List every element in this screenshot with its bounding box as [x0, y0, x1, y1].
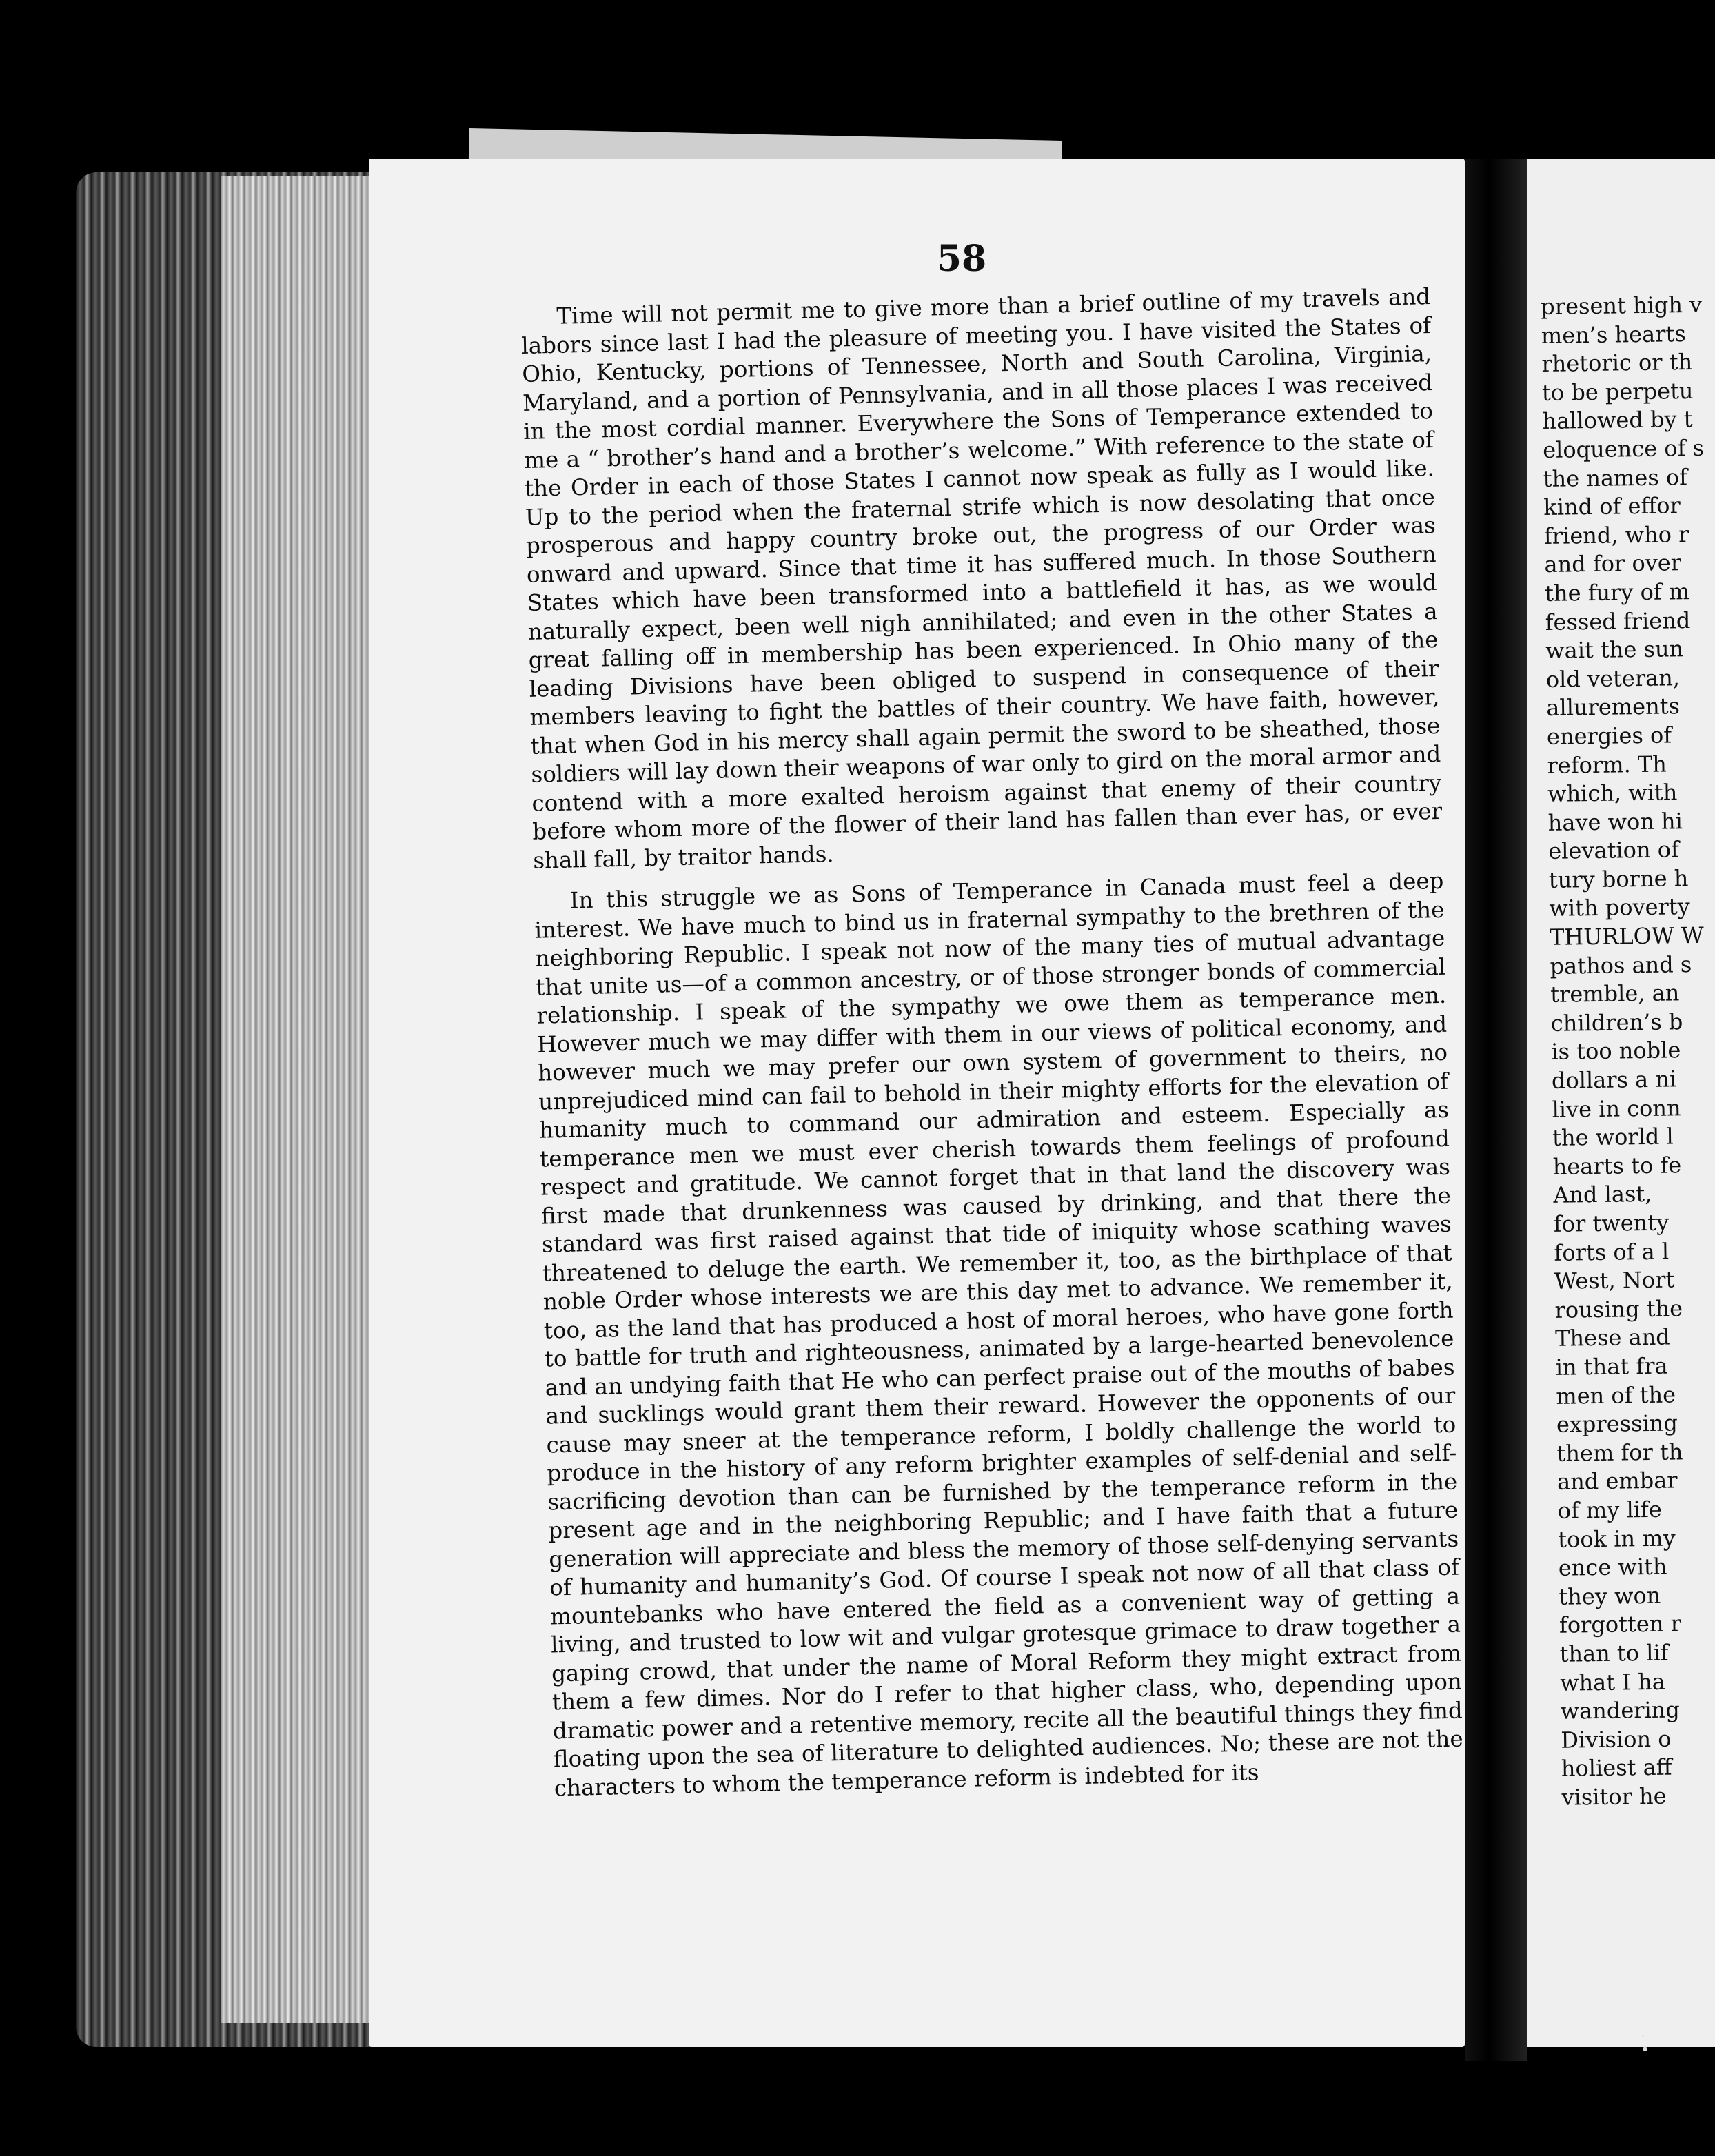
facing-page-line: present high v: [1541, 291, 1703, 320]
facing-page-line: the names of: [1543, 463, 1688, 492]
facing-page-line: ence with: [1558, 1553, 1667, 1581]
facing-page-line: tury borne h: [1548, 864, 1689, 893]
paragraph-2: In this struggle we as Sons of Temperance in Canada must feel a deep interest. We have much to bind us in fraternal sympathy to the brethren of the neighboring Republic. I speak not now of the many ties of mutual advantage that unite us—of a common ancestry, or of those stronger bonds of commercial relationship. I speak of the sympathy we owe them as temperance men. However much we may differ with them in our views of political economy, and however much we may prefer our own system of government to theirs, no unprejudiced mind can fail to behold in their mighty efforts for the elevation of humanity much to command our admiration and esteem. Especially as temperance men we must ever cherish towards them feelings of profound respect and gratitude. We cannot forget that in that land the discovery was first made that drunkenness was caused by drinking, and that there the standard was first raised against that tide of iniquity whose scathing waves threatened to deluge the earth. We remember it, too, as the birthplace of that noble Order whose interests we are this day met to advance. We remember it, too, as the land that has produced a host of moral heroes, who have gone forth to battle for truth and righteousness, animated by a large-hearted benevolence and an undying faith that He who can perfect praise out of the mouths of babes and sucklings would grant them their reward. However the opponents of our cause may sneer at the temperance reform, I boldly challenge the world to produce in the history of any reform brighter examples of self-denial and self-sacrificing devotion than can be furnished by the temperance reform in the present age and in the neighboring Republic; and I have faith that a future generation will appreciate and bless the memory of those self-denying servants of humanity and humanity’s God. Of course I speak not now of all that class of mountebanks who have entered the field as a convenient way of getting a living, and trusted to low wit and vulgar grotesque grimace to draw together a gaping crowd, that under the name of Moral Reform they might extract from them a few dimes. Nor do I refer to that higher class, who, depending upon dramatic power and a retentive memory, recite all the beautiful things they find floating upon the sea of literature to delighted audiences. No; these are not the characters to whom the temperance reform is indebted for its: [534, 867, 1464, 1801]
facing-page-line: holiest aff: [1561, 1753, 1672, 1782]
facing-page-line: is too noble: [1551, 1037, 1681, 1066]
facing-page-line: hallowed by t: [1542, 406, 1693, 435]
facing-page-line: live in conn: [1552, 1094, 1681, 1123]
facing-page-line: dollars a ni: [1551, 1066, 1677, 1094]
facing-page-line: have won hi: [1547, 807, 1683, 836]
facing-page-line: forgotten r: [1559, 1610, 1682, 1639]
facing-page-line: took in my: [1557, 1524, 1676, 1553]
facing-page-line: they won: [1559, 1582, 1661, 1610]
page-number: 58: [936, 238, 987, 280]
facing-page-line: rousing the: [1554, 1295, 1683, 1323]
facing-page-line: men’s hearts: [1541, 320, 1686, 349]
facing-page-line: pathos and s: [1550, 950, 1692, 979]
facing-page-line: expressing: [1556, 1410, 1678, 1438]
facing-page-line: the fury of m: [1544, 578, 1690, 607]
facing-page-line: in that fra: [1555, 1352, 1668, 1381]
facing-page-line: hearts to fe: [1552, 1152, 1682, 1180]
facing-page-line: children’s b: [1550, 1008, 1683, 1037]
facing-page-line: visitor he: [1561, 1782, 1667, 1811]
facing-page-line: allurements: [1546, 693, 1681, 722]
facing-page-line: energies of: [1546, 722, 1672, 750]
facing-page-line: and for over: [1544, 549, 1682, 578]
facing-page-line: wandering: [1560, 1696, 1681, 1725]
book-gutter: [1465, 159, 1527, 2061]
facing-page-line: them for th: [1556, 1438, 1683, 1467]
facing-page-line: and embar: [1556, 1467, 1678, 1496]
paragraph-1: Time will not permit me to give more than a brief outline of my travels and labors since last I had the pleasure of meeting you. I have visited the States of Ohio, Kentucky, portions of Tennessee, North and South Carolina, Virginia, Maryland, and a portion of Pennsylvania, and in all those places I was received in the most cordial manner. Everywhere the Sons of Temperance extended to me a “ brother’s hand and a brother’s welcome.” With reference to the state of the Order in each of those States I cannot now speak as fully as I would like. Up to the period when the fraternal strife which is now desolating that once prosperous and happy country broke out, the progress of our Order was onward and upward. Since that time it has suffered much. In those Southern States which have been transformed into a battlefield it has, as we would naturally expect, been well nigh annihilated; and even in the other States a great falling off in membership has been experienced. In Ohio many of the leading Divisions have been obliged to suspend in consequence of their members leaving to fight the battles of their country. We have faith, however, that when God in his mercy shall again permit the sword to be sheathed, those soldiers will lay down their weapons of war only to gird on the moral armor and contend with a more exalted heroism against that enemy of their country before whom more of the flower of their land has fallen than ever has, or ever shall fall, by traitor hands.: [520, 283, 1443, 874]
facing-page-line: rhetoric or th: [1541, 349, 1693, 378]
facing-page-line: which, with: [1547, 779, 1678, 808]
facing-page-line: These and: [1554, 1323, 1671, 1352]
facing-page-line: wait the sun: [1545, 635, 1684, 664]
facing-page-line: West, Nort: [1554, 1266, 1675, 1295]
facing-page-line: the world l: [1552, 1123, 1674, 1152]
facing-page-line: reform. Th: [1547, 751, 1667, 779]
facing-page-line: fessed friend: [1545, 607, 1691, 635]
book-page-edges-light: [221, 176, 372, 2023]
facing-page-line: forts of a l: [1554, 1238, 1670, 1266]
facing-page-line: elevation of: [1548, 836, 1680, 865]
facing-page-line: to be perpetu: [1541, 377, 1694, 406]
facing-page-line: men of the: [1556, 1381, 1676, 1410]
facing-page-line: friend, who r: [1543, 520, 1689, 549]
facing-page-line: than to lif: [1559, 1639, 1669, 1667]
facing-page-line: Division o: [1561, 1725, 1672, 1753]
facing-page-text: [1541, 290, 1715, 1812]
facing-page-line: kind of effor: [1543, 492, 1681, 521]
facing-page-line: eloquence of s: [1542, 434, 1705, 463]
facing-page-line: tremble, an: [1550, 979, 1680, 1008]
page-body-text: [520, 283, 1464, 1802]
facing-page-line: of my life: [1557, 1496, 1663, 1524]
scan-specks: · •: [1641, 2028, 1650, 2059]
facing-page-line: And last,: [1553, 1181, 1652, 1209]
facing-page-line: what I ha: [1559, 1668, 1666, 1696]
facing-page-line: for twenty: [1553, 1209, 1670, 1237]
facing-page-line: old veteran,: [1545, 664, 1681, 693]
facing-page-line: THURLOW W: [1549, 922, 1705, 950]
facing-page-line: with poverty: [1549, 893, 1690, 922]
